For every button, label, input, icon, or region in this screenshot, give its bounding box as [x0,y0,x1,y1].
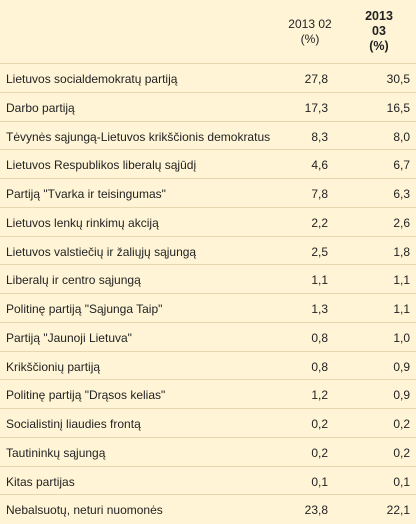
value-mar: 6,3 [393,187,410,202]
header-col-feb [273,17,347,47]
table-header [0,0,416,64]
value-feb: 2,5 [311,244,328,259]
party-name: Partiją "Jaunoji Lietuva" [6,330,132,345]
table-row [0,208,416,237]
value-mar: 0,2 [393,445,410,460]
value-feb: 17,3 [304,100,328,115]
value-mar: 1,1 [393,273,410,288]
table-row [0,438,416,467]
party-name: Partiją "Tvarka ir teisingumas" [6,187,166,202]
table-row [0,467,416,496]
party-name: Lietuvos lenkų rinkimų akciją [6,215,159,230]
header-col-feb-unit: (%) [300,32,320,46]
value-feb: 0,8 [311,330,328,345]
value-feb: 1,2 [311,388,328,403]
value-feb: 8,3 [311,129,328,144]
value-mar: 1,0 [393,330,410,345]
value-mar: 2,6 [393,215,410,230]
value-mar: 0,9 [393,388,410,403]
value-mar: 1,8 [393,244,410,259]
party-name: Tėvynės sąjungą-Lietuvos krikščionis demokratus [6,129,271,144]
party-name: Socialistinį liaudies frontą [6,417,141,432]
party-name: Politinę partiją "Sąjunga Taip" [6,302,163,317]
value-mar: 22,1 [386,503,410,518]
value-feb: 0,2 [311,417,328,432]
value-feb: 1,1 [311,273,328,288]
table-row [0,122,416,151]
header-col-mar-unit: (%) [369,39,389,53]
value-feb: 27,8 [304,72,328,86]
party-name: Politinę partiją "Drąsos kelias" [6,388,166,403]
table-row [0,93,416,122]
table-row [0,150,416,179]
table-body [0,64,416,524]
party-name: Lietuvos Respublikos liberalų sąjūdį [6,158,197,173]
party-name: Kitas partijas [6,474,75,489]
value-mar: 8,0 [393,129,410,144]
header-col-feb-date: 2013 02 [288,17,332,31]
party-name: Lietuvos valstiečių ir žaliųjų sąjungą [6,244,197,259]
table-row [0,323,416,352]
value-feb: 2,2 [311,215,328,230]
value-mar: 16,5 [386,100,410,115]
table-row [0,352,416,381]
value-feb: 0,2 [311,445,328,460]
value-feb: 0,8 [311,359,328,374]
value-mar: 0,2 [393,417,410,432]
header-col-mar-year: 2013 [365,9,393,23]
value-mar: 1,1 [393,302,410,317]
party-name: Lietuvos socialdemokratų partiją [6,72,178,86]
value-feb: 1,3 [311,302,328,317]
table-row [0,294,416,323]
party-name: Liberalų ir centro sąjungą [6,273,141,288]
value-feb: 23,8 [304,503,328,518]
value-feb: 4,6 [311,158,328,173]
table-row [0,237,416,266]
header-col-mar-month: 03 [372,24,386,38]
table-row [0,265,416,294]
value-feb: 7,8 [311,187,328,202]
value-mar: 6,7 [393,158,410,173]
value-mar: 0,1 [393,474,410,489]
table-row [0,64,416,93]
table-row [0,495,416,524]
table-row [0,179,416,208]
party-name: Nebalsuotų, neturi nuomonės [6,503,163,518]
party-name: Krikščionių partiją [6,359,101,374]
table-row [0,380,416,409]
header-col-mar [347,9,411,54]
table-row [0,409,416,438]
party-name: Darbo partiją [6,100,75,115]
value-mar: 0,9 [393,359,410,374]
value-mar: 30,5 [386,72,410,86]
party-name: Tautininkų sąjungą [6,445,106,460]
value-feb: 0,1 [311,474,328,489]
